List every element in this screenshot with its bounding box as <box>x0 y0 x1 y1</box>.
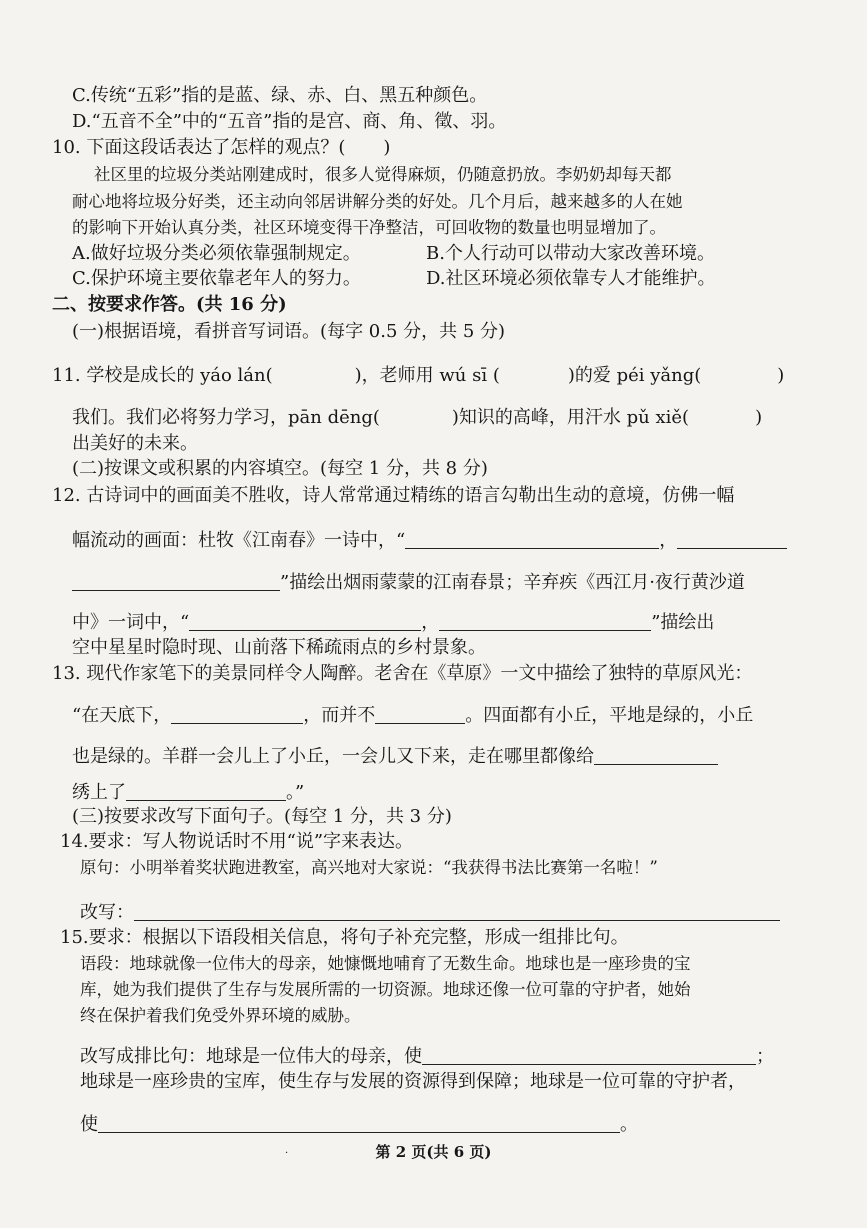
q12-line-3: ”描绘出烟雨蒙蒙的江南春景；辛弃疾《西江月·夜行黄沙道 <box>72 570 745 595</box>
q13-blank-3[interactable] <box>594 744 718 765</box>
q15-rewrite-line-1: 改写成排比句：地球是一位伟大的母亲，使 ； <box>80 1046 774 1067</box>
footer-dot: · <box>285 1148 289 1159</box>
q13-line-1: 13. 现代作家笔下的美景同样令人陶醉。老舍在《草原》一文中描绘了独特的草原风光： <box>52 663 753 684</box>
q10-passage-line-1: 社区里的垃圾分类站刚建成时，很多人觉得麻烦，仍随意扔放。李奶奶却每天都 <box>94 165 672 184</box>
q12-blank-3[interactable] <box>189 610 421 631</box>
q10-stem: 10. 下面这段话表达了怎样的观点？( ) <box>52 137 391 158</box>
q9-option-c: C.传统“五彩”指的是蓝、绿、赤、白、黑五种颜色。 <box>72 85 488 106</box>
q15-rewrite-line-3: 使 。 <box>80 1114 638 1135</box>
q10-passage-line-2: 耐心地将垃圾分好类，还主动向邻居讲解分类的好处。几个月后，越来越多的人在她 <box>72 192 683 211</box>
q10-passage-line-3: 的影响下开始认真分类，社区环境变得干净整洁，可回收物的数量也明显增加了。 <box>72 218 666 237</box>
q12-line-2: 幅流动的画面：杜牧《江南春》一诗中，“ ， <box>72 528 787 553</box>
section-2-part-2: (二)按课文或积累的内容填空。(每空 1 分，共 8 分) <box>72 458 488 479</box>
q13-blank-4[interactable] <box>126 780 286 801</box>
q13-blank-1[interactable] <box>171 703 303 724</box>
q15-rewrite-line-2: 地球是一座珍贵的宝库，使生存与发展的资源得到保障；地球是一位可靠的守护者， <box>80 1071 746 1092</box>
q12-blank-2[interactable] <box>677 528 787 549</box>
q12-line-4: 中》一词中，“ ， ”描绘出 <box>72 612 715 633</box>
q13-line-4: 绣上了 。” <box>72 782 305 803</box>
q12-line-1: 12. 古诗词中的画面美不胜收，诗人常常通过精练的语言勾勒出生动的意境，仿佛一幅 <box>52 485 735 506</box>
q10-option-c: C.保护环境主要依靠老年人的努力。 <box>72 268 361 289</box>
q15-paragraph-line-2: 库，她为我们提供了生存与发展所需的一切资源。地球还像一位可靠的守护者，她始 <box>80 980 691 999</box>
q10-option-b: B.个人行动可以带动大家改善环境。 <box>426 243 715 264</box>
q12-line-5: 空中星星时隐时现、山前落下稀疏雨点的乡村景象。 <box>72 637 486 658</box>
q12-blank-1[interactable] <box>405 528 659 549</box>
q15-requirement: 15.要求：根据以下语段相关信息，将句子补充完整，形成一组排比句。 <box>60 927 629 948</box>
q9-option-d: D.“五音不全”中的“五音”指的是宫、商、角、徵、羽。 <box>72 111 507 132</box>
q14-rewrite-line: 改写： <box>80 900 780 925</box>
q11-line-2: 我们。我们必将努力学习，pān dēng( )知识的高峰，用汗水 pǔ xiě( ) <box>72 407 763 428</box>
page-number: 第 2 页(共 6 页) <box>375 1143 492 1161</box>
section-2-title: 二、按要求作答。(共 16 分) <box>52 294 287 315</box>
q11-line-1: 11. 学校是成长的 yáo lán( )，老师用 wú sī ( )的爱 péi yǎng( ) <box>52 365 785 386</box>
section-2-part-1: (一)根据语境，看拼音写词语。(每字 0.5 分，共 5 分) <box>72 321 506 342</box>
q14-original: 原句：小明举着奖状跑进教室，高兴地对大家说：“我获得书法比赛第一名啦！” <box>80 858 658 877</box>
q10-option-d: D.社区环境必须依靠专人才能维护。 <box>426 268 716 289</box>
q15-blank-2[interactable] <box>98 1112 620 1133</box>
q13-line-3: 也是绿的。羊群一会儿上了小丘，一会儿又下来，走在哪里都像给 <box>72 744 718 769</box>
q13-blank-2[interactable] <box>375 703 465 724</box>
q15-blank-1[interactable] <box>422 1044 756 1065</box>
q15-paragraph-line-3: 终在保护着我们免受外界环境的威胁。 <box>80 1006 361 1025</box>
q11-line-3: 出美好的未来。 <box>72 433 198 454</box>
q10-option-a: A.做好垃圾分类必须依靠强制规定。 <box>72 243 361 264</box>
q15-paragraph-line-1: 语段：地球就像一位伟大的母亲，她慷慨地哺育了无数生命。地球也是一座珍贵的宝 <box>80 954 691 973</box>
q14-rewrite-blank[interactable] <box>134 900 780 921</box>
q12-blank-4[interactable] <box>439 610 651 631</box>
q12-blank-2-cont[interactable] <box>72 570 280 591</box>
q14-requirement: 14.要求：写人物说话时不用“说”字来表达。 <box>60 831 414 852</box>
section-2-part-3: (三)按要求改写下面句子。(每空 1 分，共 3 分) <box>72 806 452 827</box>
q13-line-2: “在天底下， ，而并不 。四面都有小丘，平地是绿的，小丘 <box>72 705 754 726</box>
